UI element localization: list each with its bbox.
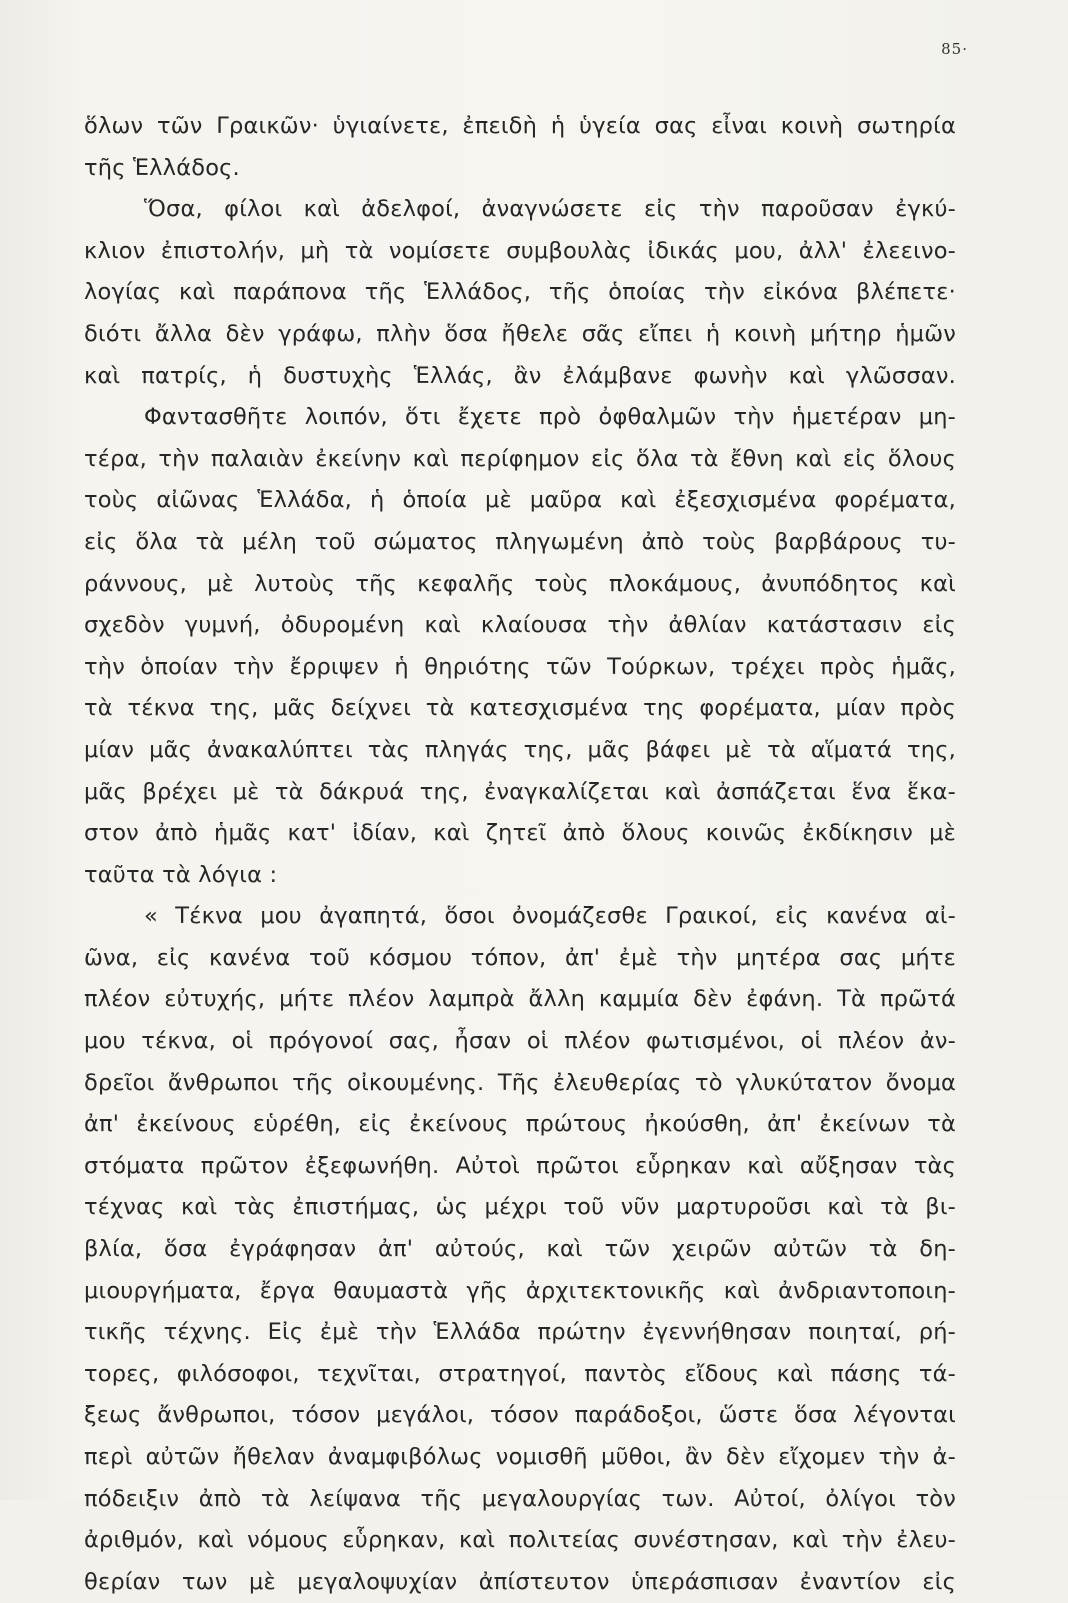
text-line: ἀπ' ἐκείνους εὑρέθη, εἰς ἐκείνους πρώτους ἠκούσθη, ἀπ' ἐκείνων τὰ [84,1111,956,1138]
text-line: μιουργήματα, ἔργα θαυμαστὰ γῆς ἀρχιτεκτονικῆς καὶ ἀνδριαντοποιη- [84,1277,956,1304]
text-line: τέχνας καὶ τὰς ἐπιστήμας, ὡς μέχρι τοῦ νῦν μαρτυροῦσι καὶ τὰ βι- [84,1194,956,1221]
page-number: 85· [941,40,968,58]
text-line: ἀριθμόν, καὶ νόμους εὗρηκαν, καὶ πολιτείας συνέστησαν, καὶ τὴν ἐλευ- [84,1527,956,1554]
text-line: ράννους, μὲ λυτοὺς τῆς κεφαλῆς τοὺς πλοκάμους, ἀνυπόδητος καὶ [84,570,956,597]
text-line: τὴν ὁποίαν τὴν ἔρριψεν ἡ θηριότης τῶν Τούρκων, τρέχει πρὸς ἡμᾶς, [84,653,956,680]
text-line: θερίαν των μὲ μεγαλοψυχίαν ἀπίστευτον ὑπεράσπισαν ἐναντίον εἰς [84,1568,956,1595]
text-line: εἰς ὅλα τὰ μέλη τοῦ σώματος πληγωμένη ἀπὸ τοὺς βαρβάρους τυ- [84,528,956,555]
text-line: τέρα, τὴν παλαιὰν ἐκείνην καὶ περίφημον εἰς ὅλα τὰ ἔθνη καὶ εἰς ὅλους [84,445,956,472]
text-line: στον ἀπὸ ἡμᾶς κατ' ἰδίαν, καὶ ζητεῖ ἀπὸ ὅλους κοινῶς ἐκδίκησιν μὲ [84,820,956,847]
text-line: στόματα πρῶτον ἐξεφωνήθη. Αὐτοὶ πρῶτοι εὗρηκαν καὶ αὔξησαν τὰς [84,1152,956,1179]
text-line: τῆς Ἑλλάδος. [84,154,240,181]
text-line: καὶ πατρίς, ἡ δυστυχὴς Ἑλλάς, ἂν ἐλάμβανε φωνὴν καὶ γλῶσσαν. [84,362,956,389]
text-line: μίαν μᾶς ἀνακαλύπτει τὰς πληγάς της, μᾶς βάφει μὲ τὰ αἵματά της, [84,736,956,763]
text-line: ὅλων τῶν Γραικῶν· ὑγιαίνετε, ἐπειδὴ ἡ ὑγεία σας εἶναι κοινὴ σωτηρία [84,113,956,139]
text-line: σχεδὸν γυμνή, ὀδυρομένη καὶ κλαίουσα τὴν ἀθλίαν κατάστασιν εἰς [84,612,956,639]
text-line: μᾶς βρέχει μὲ τὰ δάκρυά της, ἐναγκαλίζεται καὶ ἀσπάζεται ἕνα ἕκα- [84,778,956,805]
text-line: Ὅσα, φίλοι καὶ ἀδελφοί, ἀναγνώσετε εἰς τὴν παροῦσαν ἐγκύ- [144,196,956,223]
text-line: τὰ τέκνα της, μᾶς δείχνει τὰ κατεσχισμένα της φορέματα, μίαν πρὸς [84,695,956,722]
text-line: ῶνα, εἰς κανένα τοῦ κόσμου τόπον, ἀπ' ἐμὲ τὴν μητέρα σας μήτε [84,944,956,971]
text-line: ξεως ἄνθρωποι, τόσον μεγάλοι, τόσον παράδοξοι, ὥστε ὅσα λέγονται [84,1402,956,1429]
text-line: διότι ἄλλα δὲν γράφω, πλὴν ὅσα ἤθελε σᾶς εἴπει ἡ κοινὴ μήτηρ ἡμῶν [84,320,956,347]
text-line: περὶ αὐτῶν ἤθελαν ἀναμφιβόλως νομισθῆ μῦθοι, ἂν δὲν εἴχομεν τὴν ἀ- [84,1444,956,1470]
text-line: πόδειξιν ἀπὸ τὰ λείψανα τῆς μεγαλουργίας των. Αὐτοί, ὀλίγοι τὸν [84,1485,956,1512]
text-line: ταῦτα τὰ λόγια : [84,861,278,888]
text-line: δρεῖοι ἄνθρωποι τῆς οἰκουμένης. Τῆς ἐλευθερίας τὸ γλυκύτατον ὄνομα [84,1069,956,1096]
text-line: Φαντασθῆτε λοιπόν, ὅτι ἔχετε πρὸ ὀφθαλμῶν τὴν ἡμετέραν μη- [144,404,956,431]
text-line: « Τέκνα μου ἀγαπητά, ὅσοι ὀνομάζεσθε Γραικοί, εἰς κανένα αἰ- [144,903,956,930]
text-line: λογίας καὶ παράπονα τῆς Ἑλλάδος, τῆς ὁποίας τὴν εἰκόνα βλέπετε· [84,279,956,306]
text-line: τορες, φιλόσοφοι, τεχνῖται, στρατηγοί, παντὸς εἴδους καὶ πάσης τά- [84,1360,956,1387]
text-line: πλέον εὐτυχής, μήτε πλέον λαμπρὰ ἄλλη καμμία δὲν ἐφάνη. Τὰ πρῶτά [84,986,956,1013]
text-line: μου τέκνα, οἱ πρόγονοί σας, ἦσαν οἱ πλέον φωτισμένοι, οἱ πλέον ἀν- [84,1028,956,1055]
text-line: βλία, ὅσα ἐγράφησαν ἀπ' αὐτούς, καὶ τῶν χειρῶν αὐτῶν τὰ δη- [84,1236,956,1263]
body-text [84,106,956,1603]
text-line: κλιον ἐπιστολήν, μὴ τὰ νομίσετε συμβουλὰς ἰδικάς μου, ἀλλ' ἐλεεινο- [84,237,956,264]
text-line: τοὺς αἰῶνας Ἑλλάδα, ἡ ὁποία μὲ μαῦρα καὶ ἐξεσχισμένα φορέματα, [84,487,956,514]
text-line: τικῆς τέχνης. Εἰς ἐμὲ τὴν Ἑλλάδα πρώτην ἐγεννήθησαν ποιηταί, ρή- [84,1319,956,1346]
